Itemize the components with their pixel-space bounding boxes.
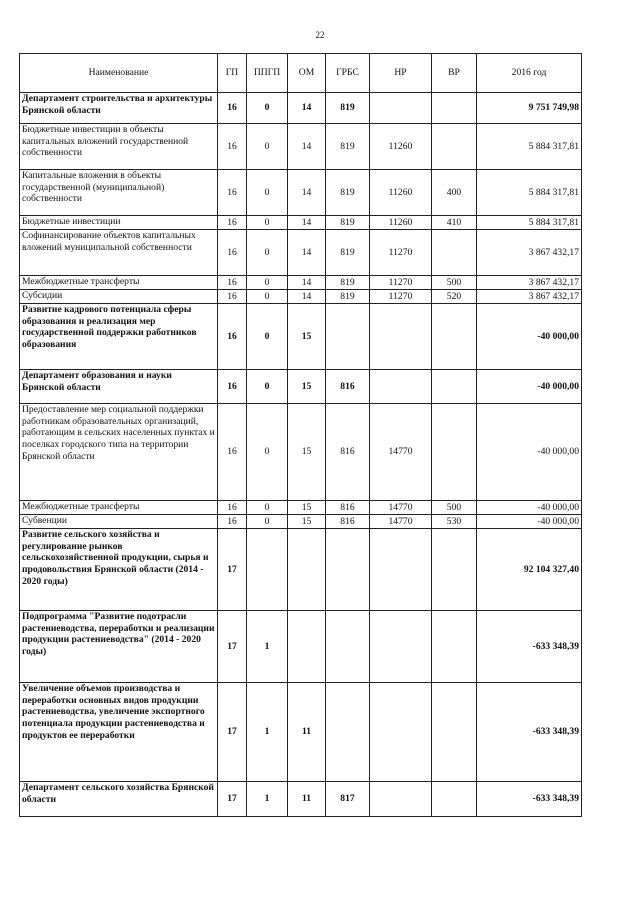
table-row xyxy=(20,290,582,304)
row-ppgp: 0 xyxy=(247,170,288,216)
row-grbs: 819 xyxy=(326,124,370,170)
row-nr: 14770 xyxy=(370,501,432,515)
row-vr xyxy=(432,782,477,817)
row-vr: 410 xyxy=(432,216,477,230)
row-nr: 11270 xyxy=(370,290,432,304)
row-name: Межбюджетные трансферты xyxy=(20,276,218,290)
row-vr xyxy=(432,93,477,124)
row-name: Департамент образования и науки Брянской области xyxy=(20,370,218,404)
row-ppgp: 0 xyxy=(247,501,288,515)
row-name: Субсидии xyxy=(20,290,218,304)
row-name: Субвенции xyxy=(20,515,218,529)
row-ppgp: 0 xyxy=(247,515,288,529)
row-grbs xyxy=(326,611,370,683)
row-gp: 16 xyxy=(218,290,247,304)
row-gp: 16 xyxy=(218,515,247,529)
table-row xyxy=(20,782,582,817)
table-row xyxy=(20,501,582,515)
row-name: Бюджетные инвестиции в объекты капитальных вложений государственной собственности xyxy=(20,124,218,170)
row-nr xyxy=(370,304,432,370)
row-nr xyxy=(370,529,432,611)
row-vr: 520 xyxy=(432,290,477,304)
row-name: Капитальные вложения в объекты государственной (муниципальной) собственности xyxy=(20,170,218,216)
header-year: 2016 год xyxy=(477,54,582,93)
row-om: 14 xyxy=(288,124,326,170)
row-vr xyxy=(432,611,477,683)
row-gp: 17 xyxy=(218,529,247,611)
row-grbs: 816 xyxy=(326,515,370,529)
table-row xyxy=(20,93,582,124)
row-nr xyxy=(370,683,432,782)
row-nr xyxy=(370,93,432,124)
table-row xyxy=(20,304,582,370)
page-number: 22 xyxy=(315,30,325,40)
table-row xyxy=(20,611,582,683)
row-amount: 3 867 432,17 xyxy=(477,290,582,304)
row-grbs: 819 xyxy=(326,93,370,124)
row-name: Департамент сельского хозяйства Брянской области xyxy=(20,782,218,817)
table-row xyxy=(20,529,582,611)
table-header-row xyxy=(20,54,582,93)
table-row xyxy=(20,370,582,404)
row-vr: 500 xyxy=(432,501,477,515)
row-vr xyxy=(432,683,477,782)
row-nr: 14770 xyxy=(370,515,432,529)
row-amount: 3 867 432,17 xyxy=(477,230,582,276)
row-amount: 3 867 432,17 xyxy=(477,276,582,290)
table-row xyxy=(20,230,582,276)
row-nr: 11260 xyxy=(370,216,432,230)
header-om: ОМ xyxy=(288,54,326,93)
row-amount: -40 000,00 xyxy=(477,515,582,529)
row-grbs xyxy=(326,304,370,370)
row-amount: -633 348,39 xyxy=(477,782,582,817)
row-vr: 400 xyxy=(432,170,477,216)
row-om: 11 xyxy=(288,782,326,817)
row-gp: 17 xyxy=(218,782,247,817)
row-name: Подпрограмма "Развитие подотрасли растениеводства, переработки и реализации продукции растениеводства" (2014 - 2020 годы) xyxy=(20,611,218,683)
row-gp: 17 xyxy=(218,611,247,683)
row-amount: 5 884 317,81 xyxy=(477,216,582,230)
row-nr xyxy=(370,370,432,404)
row-name: Увеличение объемов производства и переработки основных видов продукции растениеводства, увеличение экспортного потенциала продукции растениеводства и продуктов ее переработки xyxy=(20,683,218,782)
row-ppgp: 0 xyxy=(247,290,288,304)
header-vr: ВР xyxy=(432,54,477,93)
table-row xyxy=(20,170,582,216)
row-vr xyxy=(432,124,477,170)
row-amount: 9 751 749,98 xyxy=(477,93,582,124)
row-ppgp: 1 xyxy=(247,683,288,782)
row-grbs: 817 xyxy=(326,782,370,817)
row-amount: -40 000,00 xyxy=(477,404,582,501)
row-grbs: 816 xyxy=(326,404,370,501)
row-om: 15 xyxy=(288,370,326,404)
row-gp: 16 xyxy=(218,404,247,501)
row-amount: -40 000,00 xyxy=(477,304,582,370)
row-nr: 11260 xyxy=(370,170,432,216)
row-ppgp: 0 xyxy=(247,216,288,230)
row-name: Бюджетные инвестиции xyxy=(20,216,218,230)
row-gp: 16 xyxy=(218,124,247,170)
row-gp: 16 xyxy=(218,170,247,216)
table-row xyxy=(20,683,582,782)
table-row xyxy=(20,216,582,230)
row-amount: 5 884 317,81 xyxy=(477,124,582,170)
row-nr: 11260 xyxy=(370,124,432,170)
row-ppgp: 0 xyxy=(247,93,288,124)
row-amount: -40 000,00 xyxy=(477,370,582,404)
row-om: 14 xyxy=(288,230,326,276)
row-vr xyxy=(432,529,477,611)
table-row xyxy=(20,276,582,290)
budget-table xyxy=(19,53,582,817)
row-vr xyxy=(432,404,477,501)
row-grbs: 819 xyxy=(326,290,370,304)
row-name: Межбюджетные трансферты xyxy=(20,501,218,515)
row-om: 14 xyxy=(288,170,326,216)
row-om xyxy=(288,529,326,611)
row-grbs: 819 xyxy=(326,170,370,216)
row-grbs: 816 xyxy=(326,370,370,404)
row-name: Предоставление мер социальной поддержки работникам образовательных организаций, работающим в сельских населенных пунктах и поселках городского типа на территории Брянской области xyxy=(20,404,218,501)
row-ppgp: 1 xyxy=(247,611,288,683)
row-nr xyxy=(370,611,432,683)
row-nr: 11270 xyxy=(370,276,432,290)
row-gp: 16 xyxy=(218,93,247,124)
row-om: 14 xyxy=(288,290,326,304)
row-nr xyxy=(370,782,432,817)
row-gp: 17 xyxy=(218,683,247,782)
row-om: 14 xyxy=(288,276,326,290)
row-gp: 16 xyxy=(218,304,247,370)
table-row xyxy=(20,404,582,501)
row-nr: 14770 xyxy=(370,404,432,501)
row-om: 14 xyxy=(288,216,326,230)
row-grbs xyxy=(326,683,370,782)
row-vr xyxy=(432,230,477,276)
row-amount: -633 348,39 xyxy=(477,683,582,782)
row-gp: 16 xyxy=(218,216,247,230)
row-name: Развитие кадрового потенциала сферы образования и реализация мер государственной поддержки работников образования xyxy=(20,304,218,370)
row-vr: 530 xyxy=(432,515,477,529)
row-grbs xyxy=(326,529,370,611)
row-om: 15 xyxy=(288,404,326,501)
row-grbs: 819 xyxy=(326,276,370,290)
row-name: Департамент строительства и архитектуры Брянской области xyxy=(20,93,218,124)
row-gp: 16 xyxy=(218,370,247,404)
row-name: Развитие сельского хозяйства и регулирование рынков сельскохозяйственной продукции, сырья и продовольствия Брянской области (2014 - 2020 годы) xyxy=(20,529,218,611)
row-om: 15 xyxy=(288,304,326,370)
row-grbs: 819 xyxy=(326,230,370,276)
row-ppgp: 0 xyxy=(247,124,288,170)
row-vr xyxy=(432,370,477,404)
row-ppgp: 0 xyxy=(247,230,288,276)
row-om: 15 xyxy=(288,501,326,515)
row-vr: 500 xyxy=(432,276,477,290)
row-ppgp: 0 xyxy=(247,370,288,404)
row-nr: 11270 xyxy=(370,230,432,276)
header-gp: ГП xyxy=(218,54,247,93)
row-amount: 92 104 327,40 xyxy=(477,529,582,611)
row-gp: 16 xyxy=(218,276,247,290)
row-grbs: 819 xyxy=(326,216,370,230)
header-name: Наименование xyxy=(20,54,218,93)
header-grbs: ГРБС xyxy=(326,54,370,93)
row-om: 11 xyxy=(288,683,326,782)
row-ppgp: 0 xyxy=(247,304,288,370)
header-ppgp: ППГП xyxy=(247,54,288,93)
header-nr: НР xyxy=(370,54,432,93)
row-ppgp: 1 xyxy=(247,782,288,817)
table-row xyxy=(20,515,582,529)
row-om xyxy=(288,611,326,683)
row-gp: 16 xyxy=(218,230,247,276)
row-amount: 5 884 317,81 xyxy=(477,170,582,216)
row-name: Софинансирование объектов капитальных вложений муниципальной собственности xyxy=(20,230,218,276)
row-ppgp: 0 xyxy=(247,276,288,290)
row-grbs: 816 xyxy=(326,501,370,515)
row-gp: 16 xyxy=(218,501,247,515)
row-amount: -633 348,39 xyxy=(477,611,582,683)
row-amount: -40 000,00 xyxy=(477,501,582,515)
row-ppgp: 0 xyxy=(247,404,288,501)
row-ppgp xyxy=(247,529,288,611)
table-row xyxy=(20,124,582,170)
row-om: 14 xyxy=(288,93,326,124)
row-om: 15 xyxy=(288,515,326,529)
row-vr xyxy=(432,304,477,370)
